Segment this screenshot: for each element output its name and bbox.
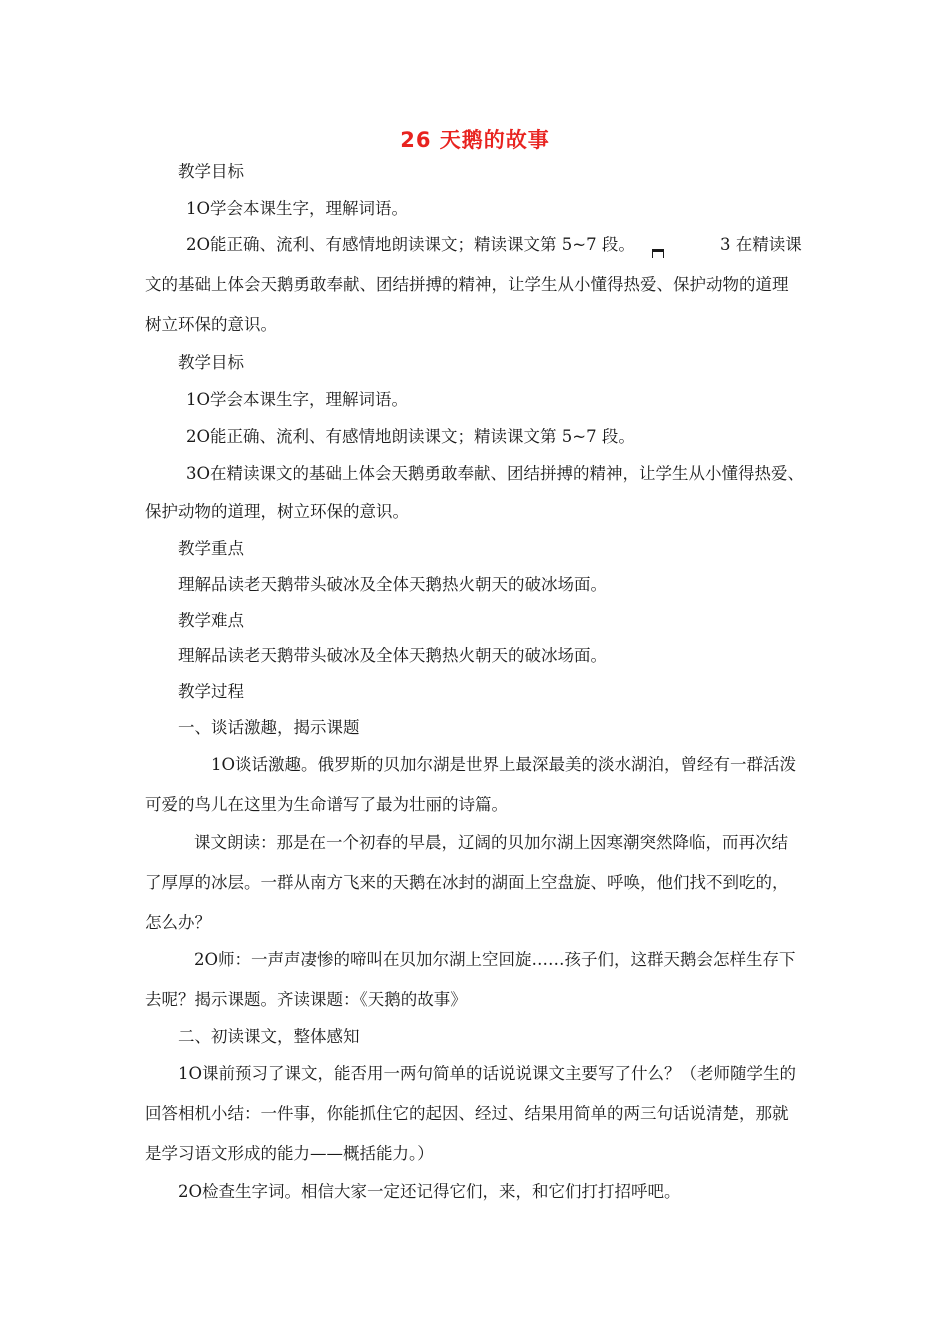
paragraph-line: 可爱的鸟儿在这里为生命谱写了最为壮丽的诗篇。 <box>145 795 508 814</box>
paragraph-line: 1O谈话激趣。俄罗斯的贝加尔湖是世界上最深最美的淡水湖泊，曾经有一群活泼 <box>211 755 797 774</box>
document-title: 26 天鹅的故事 <box>400 128 550 152</box>
paragraph-line: 是学习语文形成的能力——概括能力。） <box>145 1144 434 1163</box>
paragraph-line: 2O能正确、流利、有感情地朗读课文；精读课文第 5~7 段。 <box>186 427 635 446</box>
paragraph-line: 课文朗读：那是在一个初春的早晨，辽阔的贝加尔湖上因寒潮突然降临，而再次结 <box>194 833 788 852</box>
paragraph-line: 2O师：一声声凄惨的啼叫在贝加尔湖上空回旋……孩子们，这群天鹅会怎样生存下 <box>194 950 796 969</box>
paragraph-line: 2O检查生字词。相信大家一定还记得它们，来，和它们打打招呼吧。 <box>178 1182 681 1201</box>
paragraph-line: 保护动物的道理，树立环保的意识。 <box>145 502 409 521</box>
paragraph-line: 1O学会本课生字，理解词语。 <box>186 390 409 409</box>
section-heading: 教学目标 <box>178 162 244 181</box>
paragraph-line: 1O课前预习了课文，能否用一两句简单的话说说课文主要写了什么？（老师随学生的 <box>178 1064 797 1083</box>
paragraph-line: 树立环保的意识。 <box>145 315 277 334</box>
paragraph-line: 理解品读老天鹅带头破冰及全体天鹅热火朝天的破冰场面。 <box>178 646 607 665</box>
section-heading: 教学过程 <box>178 682 244 701</box>
paragraph-line: 去呢？揭示课题。齐读课题：《天鹅的故事》 <box>145 990 467 1009</box>
paragraph-line: 理解品读老天鹅带头破冰及全体天鹅热火朝天的破冰场面。 <box>178 575 607 594</box>
section-heading: 一、谈话激趣，揭示课题 <box>178 718 360 737</box>
paragraph-line: 了厚厚的冰层。一群从南方飞来的天鹅在冰封的湖面上空盘旋、呼唤，他们找不到吃的， <box>145 873 789 892</box>
paragraph-line: 1O学会本课生字，理解词语。 <box>186 199 409 218</box>
section-heading: 二、初读课文，整体感知 <box>178 1027 360 1046</box>
section-heading: 教学难点 <box>178 611 244 630</box>
paragraph-line: 文的基础上体会天鹅勇敢奉献、团结拼搏的精神，让学生从小懂得热爱、保护动物的道理 <box>145 275 789 294</box>
paragraph-line: 3 在精读课 <box>720 235 802 254</box>
paragraph-line: 怎么办？ <box>145 913 211 932</box>
section-heading: 教学目标 <box>178 353 244 372</box>
paragraph-line: 回答相机小结：一件事，你能抓住它的起因、经过、结果用简单的两三句话说清楚，那就 <box>145 1104 789 1123</box>
section-heading: 教学重点 <box>178 539 244 558</box>
paragraph-line: 2O能正确、流利、有感情地朗读课文；精读课文第 5~7 段。 <box>186 235 635 254</box>
paragraph-line: 3O在精读课文的基础上体会天鹅勇敢奉献、团结拼搏的精神，让学生从小懂得热爱、 <box>186 464 805 483</box>
bracket-mark-icon <box>652 249 664 258</box>
